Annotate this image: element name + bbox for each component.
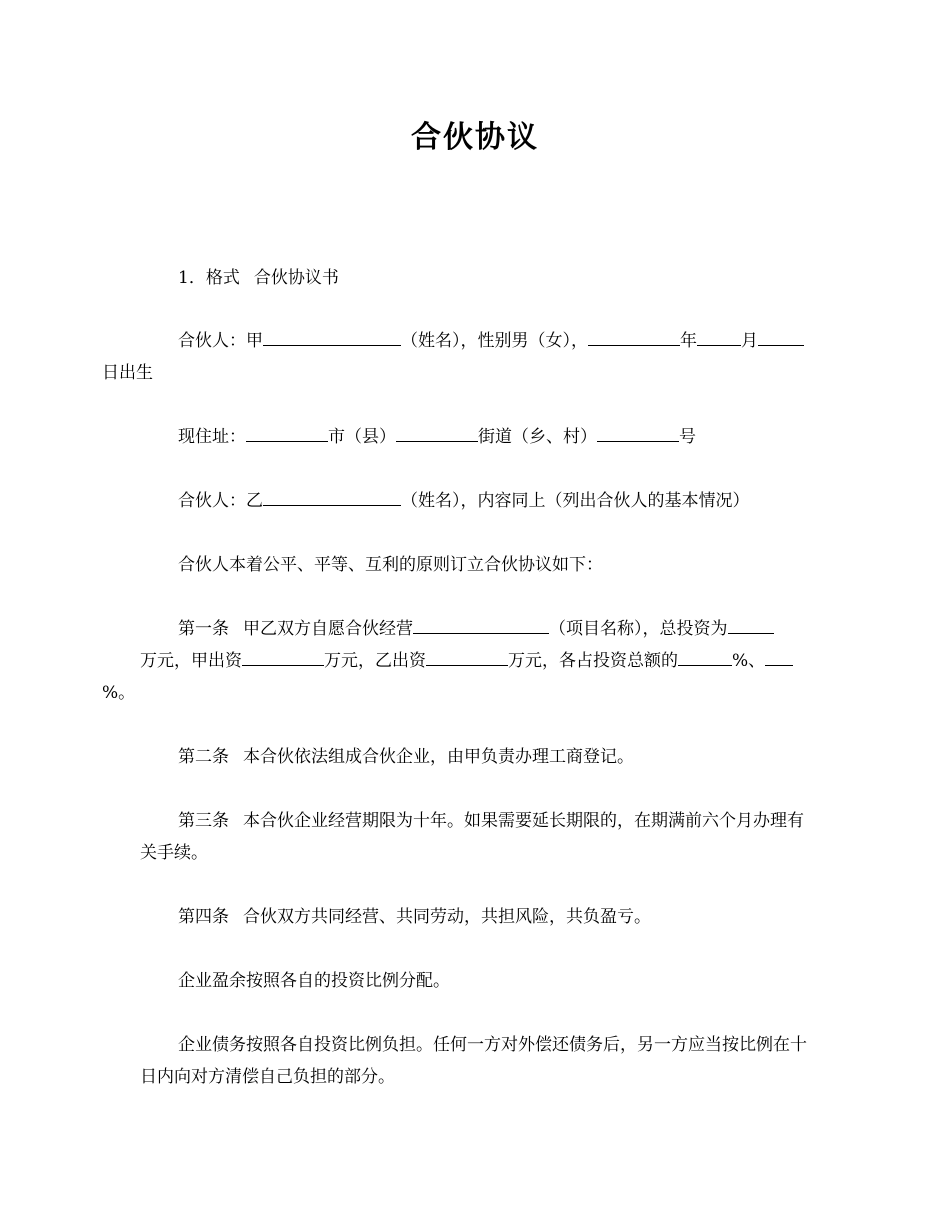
blank-a-investment: [242, 647, 324, 666]
format-number: 1．格式: [178, 268, 240, 288]
article-3-text: 本合伙企业经营期限为十年。如果需要延长期限的，在期满前六个月办理有关手续。: [140, 811, 804, 863]
article-4-text: 合伙双方共同经营、共同劳动，共担风险，共负盈亏。: [243, 907, 651, 927]
month-label: 月: [741, 331, 758, 351]
blank-birth-month: [697, 327, 741, 346]
partner-b-label: 合伙人：乙: [178, 491, 263, 511]
blank-name-a: [263, 327, 401, 346]
blank-total-investment: [728, 615, 774, 634]
street-label: 街道（乡、村）: [478, 427, 597, 447]
blank-b-percent: [765, 647, 793, 666]
partner-a-paragraph: [102, 325, 812, 389]
blank-project-name: [413, 615, 549, 634]
article-1-label: 第一条: [178, 619, 229, 639]
article-1-text-g: %。: [102, 683, 136, 703]
birth-suffix: 日出生: [102, 363, 153, 383]
partner-a-gender: （姓名），性别男（女），: [401, 331, 588, 351]
article-1: [102, 613, 812, 709]
address-label: 现住址：: [178, 427, 246, 447]
blank-street: [396, 423, 478, 442]
number-label: 号: [679, 427, 696, 447]
article-1-text-b: （项目名称），总投资为: [549, 619, 728, 639]
article-2-label: 第二条: [178, 747, 229, 767]
article-1-text-a: 甲乙双方自愿合伙经营: [243, 619, 413, 639]
article-4: [140, 901, 812, 933]
article-4-label: 第四条: [178, 907, 229, 927]
city-label: 市（县）: [328, 427, 396, 447]
article-3: [140, 805, 812, 869]
year-label: 年: [680, 331, 697, 351]
blank-number: [597, 423, 679, 442]
document-title: 合伙协议: [411, 120, 539, 155]
article-1-text-f: %、: [732, 651, 766, 671]
article-1-text-e: 万元，各占投资总额的: [508, 651, 678, 671]
blank-city: [246, 423, 328, 442]
intro-paragraph: 合伙人本着公平、平等、互利的原则订立合伙协议如下：: [178, 555, 603, 575]
partner-a-label: 合伙人：甲: [178, 331, 263, 351]
article-3-label: 第三条: [178, 811, 229, 831]
article-2: [140, 741, 812, 773]
blank-birth-year: [588, 327, 680, 346]
article-2-text: 本合伙依法组成合伙企业，由甲负责办理工商登记。: [243, 747, 634, 767]
partner-b-paragraph: [140, 485, 812, 517]
article-1-text-d: 万元，乙出资: [324, 651, 426, 671]
blank-b-investment: [426, 647, 508, 666]
blank-name-b: [263, 487, 401, 506]
blank-birth-day: [758, 327, 804, 346]
debt-paragraph: 企业债务按照各自投资比例负担。任何一方对外偿还债务后，另一方应当按比例在十日内向对方清偿自己负担的部分。: [140, 1035, 807, 1087]
profit-paragraph: 企业盈余按照各自的投资比例分配。: [178, 971, 450, 991]
address-paragraph: [140, 421, 812, 453]
article-1-text-c: 万元，甲出资: [140, 651, 242, 671]
format-line: [140, 262, 812, 294]
blank-a-percent: [678, 647, 732, 666]
partner-b-text: （姓名），内容同上（列出合伙人的基本情况）: [401, 491, 750, 511]
format-name: 合伙协议书: [253, 268, 339, 288]
